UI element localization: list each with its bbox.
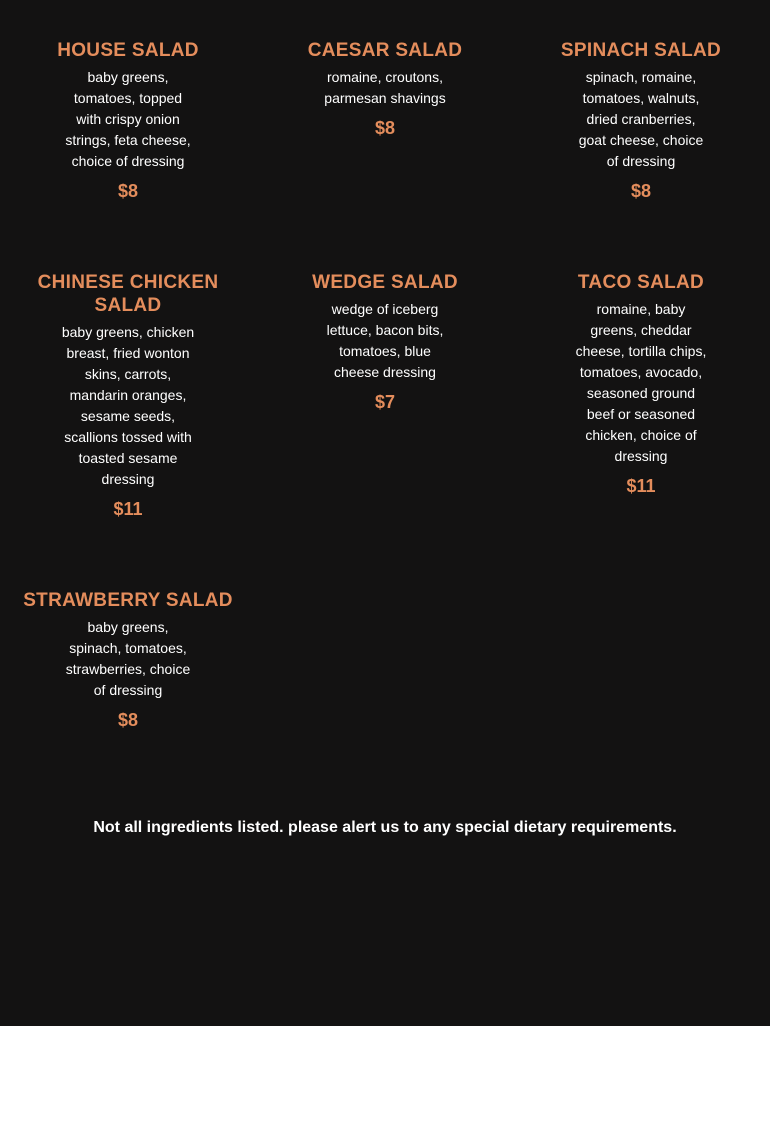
item-price: $8	[374, 118, 396, 138]
dietary-footer-note: Not all ingredients listed. please alert us to any special dietary requirements.	[93, 819, 677, 836]
item-title: TACO SALAD	[577, 272, 705, 293]
item-title: SPINACH SALAD	[560, 40, 722, 61]
item-description: baby greens, spinach, tomatoes, strawberries, choice of dressing	[65, 619, 191, 698]
item-price: $7	[374, 392, 396, 412]
item-title: CHINESE CHICKEN SALAD	[37, 272, 219, 316]
item-description: romaine, croutons, parmesan shavings	[324, 69, 446, 106]
item-price: $8	[117, 710, 139, 730]
item-description: baby greens, chicken breast, fried wonton skins, carrots, mandarin oranges, sesame seeds, scallions tossed with toasted sesame dressing	[61, 324, 195, 487]
item-description: spinach, romaine, tomatoes, walnuts, dried cranberries, goat cheese, choice of dressing	[578, 69, 704, 169]
menu-item-caesar-salad	[275, 39, 495, 139]
item-price: $11	[113, 499, 143, 519]
menu-item-wedge-salad	[275, 271, 495, 413]
item-description: wedge of iceberg lettuce, bacon bits, tomatoes, blue cheese dressing	[326, 301, 444, 380]
item-description: romaine, baby greens, cheddar cheese, tortilla chips, tomatoes, avocado, seasoned ground beef or seasoned chicken, choice of dressing	[575, 301, 707, 464]
menu-item-house-salad	[18, 39, 238, 202]
item-price: $8	[630, 181, 652, 201]
menu-item-spinach-salad	[531, 39, 751, 202]
item-title: STRAWBERRY SALAD	[23, 590, 233, 611]
item-description: baby greens, tomatoes, topped with crispy onion strings, feta cheese, choice of dressing	[65, 69, 191, 169]
menu-item-taco-salad	[531, 271, 751, 497]
menu-item-chinese-chicken-salad	[18, 271, 238, 520]
item-title: CAESAR SALAD	[307, 40, 463, 61]
menu-item-strawberry-salad	[10, 589, 246, 731]
item-price: $11	[626, 476, 656, 496]
item-price: $8	[117, 181, 139, 201]
item-title: HOUSE SALAD	[57, 40, 199, 61]
item-title: WEDGE SALAD	[312, 272, 458, 293]
